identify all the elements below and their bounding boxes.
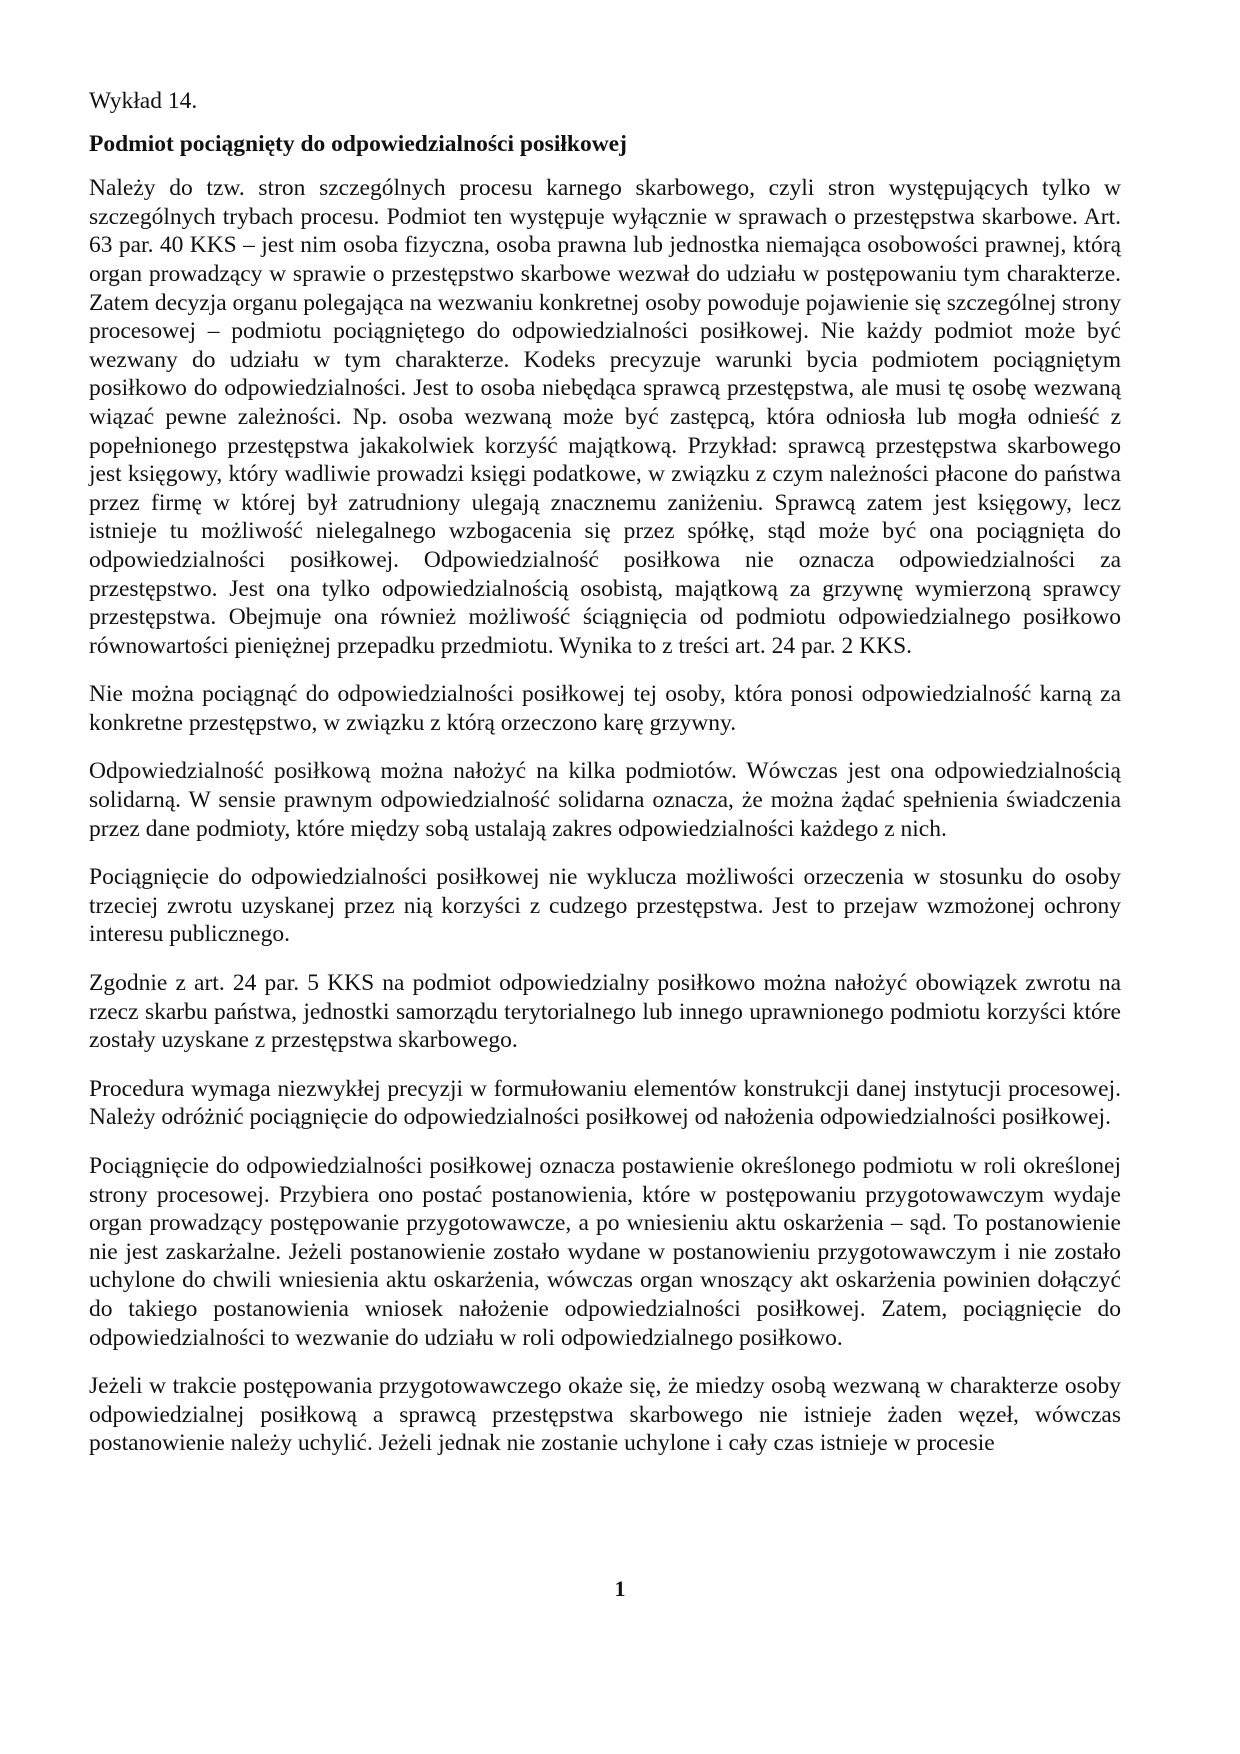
paragraph-6: Procedura wymaga niezwykłej precyzji w formułowaniu elementów konstrukcji danej instytucji procesowej. Należy odróżnić pociągnięcie do odpowiedzialności posiłkowej od nałożenia odpowiedzialności posiłkowej. — [89, 1075, 1121, 1131]
page-number: 1 — [614, 1576, 626, 1601]
paragraph-8: Jeżeli w trakcie postępowania przygotowawczego okaże się, że miedzy osobą wezwaną w charakterze osoby odpowiedzialnej posiłkową a sprawcą przestępstwa skarbowego nie istnieje żaden węzeł, wówczas postanowienie należy uchylić. Jeżeli jednak nie zostanie uchylone i cały czas istnieje w procesie — [89, 1373, 1121, 1457]
document-body — [89, 87, 1121, 1478]
paragraph-2: Nie można pociągnąć do odpowiedzialności posiłkowej tej osoby, która ponosi odpowiedzialność karną za konkretne przestępstwo, w związku z którą orzeczono karę grzywny. — [89, 681, 1121, 736]
paragraph-5: Zgodnie z art. 24 par. 5 KKS na podmiot odpowiedzialny posiłkowo można nałożyć obowiązek zwrotu na rzecz skarbu państwa, jednostki samorządu terytorialnego lub innego uprawnionego podmiotu korzyści które zostały uzyskane z przestępstwa skarbowego. — [89, 970, 1121, 1054]
lecture-label: Wykład 14. — [89, 88, 198, 114]
paragraph-3: Odpowiedzialność posiłkową można nałożyć na kilka podmiotów. Wówczas jest ona odpowiedzialnością solidarną. W sensie prawnym odpowiedzialność solidarna oznacza, że można żądać spełnienia świadczenia przez dane podmioty, które między sobą ustalają zakres odpowiedzialności każdego z nich. — [89, 758, 1121, 842]
paragraph-1: Należy do tzw. stron szczególnych procesu karnego skarbowego, czyli stron występujących tylko w szczególnych trybach procesu. Podmiot ten występuje wyłącznie w sprawach o przestępstwa skarbowe. Art. 63 par. 40 KKS – jest nim osoba fizyczna, osoba prawna lub jednostka niemająca osobowości prawnej, którą organ prowadzący w sprawie o przestępstwo skarbowe wezwał do udziału w postępowaniu tym charakterze. Zatem decyzja organu polegająca na wezwaniu konkretnej osoby powoduje pojawienie się szczególnej strony procesowej – podmiotu pociągniętego do odpowiedzialności posiłkowej. Nie każdy podmiot może być wezwany do udziału w tym charakterze. Kodeks precyzuje warunki bycia podmiotem pociągniętym posiłkowo do odpowiedzialności. Jest to osoba niebędąca sprawcą przestępstwa, ale musi tę osobę wezwaną wiązać pewne zależności. Np. osoba wezwaną może być zastępcą, która odniosła lub mogła odnieść z popełnionego przestępstwa jakakolwiek korzyść majątkową. Przykład: sprawcą przestępstwa skarbowego jest księgowy, który wadliwie prowadzi księgi podatkowe, w związku z czym należności płacone do państwa przez firmę w której był zatrudniony ulegają znacznemu zaniżeniu. Sprawcą zatem jest księgowy, lecz istnieje tu możliwość nielegalnego wzbogacenia się przez spółkę, stąd może być ona pociągnięta do odpowiedzialności posiłkowej. Odpowiedzialność posiłkowa nie oznacza odpowiedzialności za przestępstwo. Jest ona tylko odpowiedzialnością osobistą, majątkową za grzywnę wymierzoną sprawcy przestępstwa. Obejmuje ona również możliwość ściągnięcia od podmiotu odpowiedzialnego posiłkowo równowartości pieniężnej przepadku przedmiotu. Wynika to z treści art. 24 par. 2 KKS. — [89, 175, 1121, 659]
paragraph-7: Pociągnięcie do odpowiedzialności posiłkowej oznacza postawienie określonego podmiotu w roli określonej strony procesowej. Przybiera ono postać postanowienia, które w postępowaniu przygotowawczym wydaje organ prowadzący postępowanie przygotowawcze, a po wniesieniu aktu oskarżenia – sąd. To postanowienie nie jest zaskarżalne. Jeżeli postanowienie zostało wydane w postanowieniu przygotowawczym i nie zostało uchylone do chwili wniesienia aktu oskarżenia, wówczas organ wnoszący akt oskarżenia powinien dołączyć do takiego postanowienia wniosek nałożenie odpowiedzialności posiłkowej. Zatem, pociągnięcie do odpowiedzialności to wezwanie do udziału w roli odpowiedzialnego posiłkowo. — [89, 1153, 1121, 1351]
paragraph-4: Pociągnięcie do odpowiedzialności posiłkowej nie wyklucza możliwości orzeczenia w stosunku do osoby trzeciej zwrotu uzyskanej przez nią korzyści z cudzego przestępstwa. Jest to przejaw wzmożonej ochrony interesu publicznego. — [89, 864, 1121, 948]
document-title: Podmiot pociągnięty do odpowiedzialności posiłkowej — [89, 130, 627, 157]
